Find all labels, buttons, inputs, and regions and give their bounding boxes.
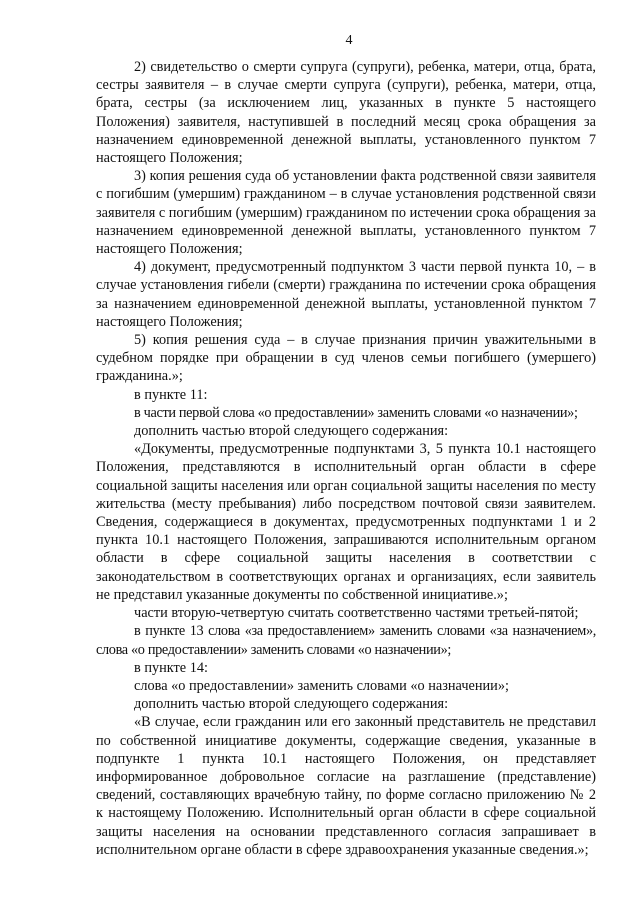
paragraph-point-14-quote: «В случае, если гражданин или его законный представитель не представил по собственной инициативе документы, содержащие сведения, указанные в подпункте 1 пункта 10.1 настоящего Положения, он представляет информированное добровольное согласие на разглашение (представление) сведений, составляющих врачебную тайну, по форме согласно приложению № 2 к настоящему Положению. Исполнительный орган области в сфере социальной защиты населения на основании представленного согласия запрашивает в исполнительном органе области в сфере здравоохранения указанные сведения.»; [96, 714, 596, 858]
paragraph-subitem-3: 3) копия решения суда об установлении факта родственной связи заявителя с погибшим (умершим) гражданином – в случае установления родственной связи заявителя с погибшим (умершим) гражданином по истечении срока обращения за назначением единовременной денежной выплаты, установленного пунктом 7 настоящего Положения; [96, 168, 596, 258]
page-number: 4 [345, 33, 353, 48]
paragraph-subitem-5: 5) копия решения суда – в случае признания причин уважительными в судебном порядке при обращении в суд членов семьи погибшего (умершего) гражданина.»; [96, 332, 596, 385]
paragraph-point-11-quote: «Документы, предусмотренные подпунктами 3, 5 пункта 10.1 настоящего Положения, представляются в исполнительный орган области в сфере социальной защиты населения или орган социальной защиты населения по месту жительства (месту пребывания) либо посредством почтовой связи заявителем. Сведения, содержащиеся в документах, предусмотренных подпунктами 1 и 2 пункта 10.1 настоящего Положения, запрашиваются исполнительным органом области в сфере социальной защиты населения в соответствии с законодательством в соответствующих органах и организациях, если заявитель не представил указанные документы по собственной инициативе.»; [96, 441, 596, 603]
paragraph-point-11-heading: в пункте 11: [134, 386, 208, 403]
paragraph-point-11-renumber: части вторую-четвертую считать соответственно частями третьей-пятой; [134, 605, 579, 622]
paragraph-subitem-2: 2) свидетельство о смерти супруга (супруги), ребенка, матери, отца, брата, сестры заявителя – в случае смерти супруга (супруги), ребенка, матери, отца, брата, сестры (за исключением лиц, указанных в пункте 5 настоящего Положения) заявителя, наступившей в последний месяц срока обращения за назначением единовременной денежной выплаты, установленного пунктом 7 настоящего Положения; [96, 59, 596, 167]
paragraph-subitem-4: 4) документ, предусмотренный подпунктом 3 части первой пункта 10, – в случае установления гибели (смерти) гражданина по истечении срока обращения за назначением единовременной денежной выплаты, установленной пунктом 7 настоящего Положения; [96, 259, 596, 330]
paragraph-point-14-words: слова «о предоставлении» заменить словами «о назначении»; [134, 677, 509, 694]
paragraph-point-11-add-part-2: дополнить частью второй следующего содержания: [134, 423, 449, 440]
paragraph-point-14-heading: в пункте 14: [134, 659, 208, 676]
paragraph-point-13: в пункте 13 слова «за предоставлением» заменить словами «за назначением», слова «о предоставлении» заменить словами «о назначении»; [96, 623, 596, 658]
paragraph-point-14-add-part-2: дополнить частью второй следующего содержания: [134, 696, 449, 713]
document-page [96, 30, 596, 859]
paragraph-point-11-part-1: в части первой слова «о предоставлении» заменить словами «о назначении»; [134, 404, 578, 421]
